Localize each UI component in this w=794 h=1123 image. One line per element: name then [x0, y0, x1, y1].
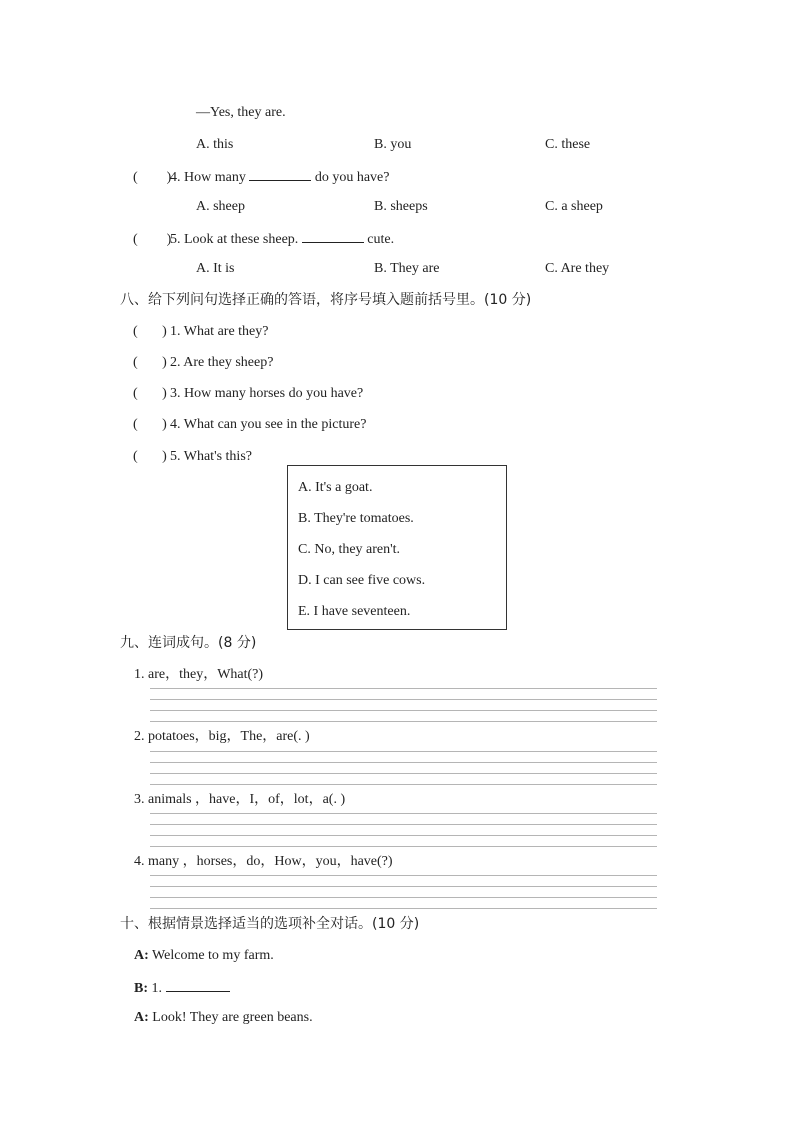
question-text: 3. How many horses do you have?	[170, 386, 364, 401]
q5-option-a: A. It is	[196, 261, 235, 276]
speaker-label: A:	[134, 1010, 149, 1025]
q5-option-b: B. They are	[374, 261, 440, 276]
open-paren: (	[133, 170, 138, 185]
section-10-heading: 十、根据情景选择适当的选项补全对话。(10 分)	[120, 916, 420, 932]
question-text: 5. What's this?	[170, 449, 252, 464]
question-number: 4.	[170, 170, 181, 185]
writing-lines-4[interactable]	[150, 875, 657, 909]
dialogue-line-2	[134, 978, 230, 998]
s8-question-3: ( ) 3. How many horses do you have?	[133, 386, 364, 401]
close-paren: )	[166, 232, 172, 247]
q7-question-5	[133, 229, 394, 249]
reply-line: —Yes, they are.	[196, 105, 286, 120]
q4-option-a: A. sheep	[196, 199, 245, 214]
answer-option-c: C. No, they aren't.	[298, 542, 401, 557]
dialogue-line-3	[134, 1009, 313, 1027]
question-text: How many	[184, 170, 246, 185]
writing-lines-2[interactable]	[150, 751, 657, 785]
q7-question-4	[133, 167, 389, 187]
s9-item-1: 1. are，they，What(?)	[134, 667, 264, 682]
answer-option-b: B. They're tomatoes.	[298, 511, 414, 526]
question-text: 2. Are they sheep?	[170, 355, 274, 370]
dialogue-line-1	[134, 947, 274, 965]
s8-question-4: ( ) 4. What can you see in the picture?	[133, 417, 367, 432]
q3-option-a: A. this	[196, 137, 234, 152]
answer-blank[interactable]	[166, 978, 230, 992]
answer-option-d: D. I can see five cows.	[298, 573, 426, 588]
answer-option-a: A. It's a goat.	[298, 480, 373, 495]
section-9-heading: 九、连词成句。(8 分)	[120, 635, 257, 651]
section-8-heading: 八、给下列问句选择正确的答语，将序号填入题前括号里。(10 分)	[120, 292, 532, 308]
s8-question-1: ( ) 1. What are they?	[133, 324, 269, 339]
question-text-end: cute.	[367, 232, 395, 247]
question-text-end: do you have?	[314, 170, 390, 185]
q4-option-c: C. a sheep	[545, 199, 603, 214]
answer-blank[interactable]	[302, 229, 364, 243]
open-paren: (	[133, 232, 138, 247]
s8-question-5: ( ) 5. What's this?	[133, 449, 252, 464]
question-text: 1. What are they?	[170, 324, 269, 339]
writing-lines-1[interactable]	[150, 688, 657, 722]
speaker-label: A:	[134, 948, 149, 963]
writing-lines-3[interactable]	[150, 813, 657, 847]
question-text: Look at these sheep.	[184, 232, 299, 247]
question-number: 5.	[170, 232, 181, 247]
q3-option-c: C. these	[545, 137, 591, 152]
close-paren: )	[166, 170, 172, 185]
dialogue-text: 1.	[151, 981, 162, 996]
s9-item-4: 4. many ，horses，do，How，you，have(?)	[134, 854, 393, 869]
answer-blank[interactable]	[249, 167, 311, 181]
answer-option-e: E. I have seventeen.	[298, 604, 411, 619]
q4-option-b: B. sheeps	[374, 199, 428, 214]
s9-item-2: 2. potatoes，big，The，are(. )	[134, 729, 310, 744]
s9-item-3: 3. animals ，have，I，of，lot，a(. )	[134, 792, 346, 807]
s8-question-2: ( ) 2. Are they sheep?	[133, 355, 274, 370]
dialogue-text: Welcome to my farm.	[152, 948, 274, 963]
q3-option-b: B. you	[374, 137, 412, 152]
speaker-label: B:	[134, 981, 148, 996]
q5-option-c: C. Are they	[545, 261, 610, 276]
question-text: 4. What can you see in the picture?	[170, 417, 367, 432]
dialogue-text: Look! They are green beans.	[152, 1010, 313, 1025]
answer-options-box	[287, 465, 507, 630]
